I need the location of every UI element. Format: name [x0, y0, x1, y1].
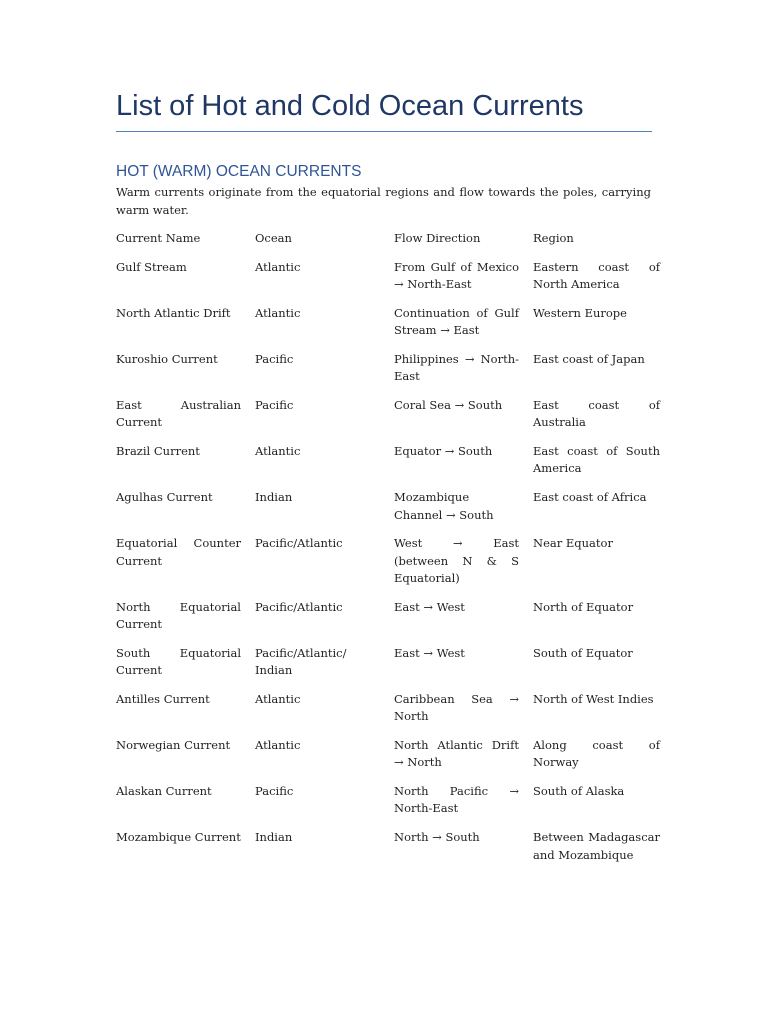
- cell-region: South of Equator: [533, 645, 633, 660]
- table-row: [116, 599, 660, 645]
- cell-region: Along coast of Norway: [533, 738, 660, 770]
- cell-ocean: Indian: [255, 830, 293, 845]
- cell-flow-direction: West → East (between N & S Equatorial): [394, 536, 519, 585]
- cell-region: North of Equator: [533, 599, 634, 614]
- table-row: [116, 489, 660, 535]
- table-row: [116, 397, 660, 443]
- cell-flow-direction: North → South: [394, 830, 480, 845]
- cell-region: Western Europe: [533, 305, 627, 320]
- table-row: [116, 351, 660, 397]
- cell-ocean: Indian: [255, 490, 293, 505]
- cell-current-name: East Australian Current: [116, 398, 241, 430]
- cell-region: North of West Indies: [533, 691, 654, 706]
- table-row: [116, 535, 660, 598]
- cell-ocean: Pacific/Atlantic: [255, 536, 343, 551]
- cell-flow-direction: Philippines → North-East: [394, 351, 519, 384]
- cell-current-name: South Equatorial Current: [116, 645, 241, 678]
- cell-ocean: Pacific: [255, 398, 294, 413]
- table-row: [116, 691, 660, 737]
- cell-flow-direction: North Pacific → North-East: [394, 784, 519, 816]
- cell-flow-direction: Mozambique Channel → South: [394, 490, 494, 522]
- cell-ocean: Pacific: [255, 351, 294, 366]
- cell-current-name: Norwegian Current: [116, 738, 231, 753]
- cell-flow-direction: Equator → South: [394, 444, 493, 459]
- cell-ocean: Atlantic: [255, 738, 301, 753]
- cell-region: East coast of Australia: [533, 398, 660, 430]
- cell-ocean: Pacific/Atlantic/ Indian: [255, 645, 347, 678]
- cell-flow-direction: Caribbean Sea → North: [394, 691, 519, 724]
- cell-ocean: Atlantic: [255, 444, 301, 459]
- table-row: [116, 645, 660, 691]
- cell-flow-direction: East → West: [394, 645, 465, 660]
- table-row: [116, 305, 660, 351]
- cell-flow-direction: From Gulf of Mexico → North-East: [394, 259, 519, 292]
- cell-flow-direction: Coral Sea → South: [394, 398, 503, 413]
- cell-flow-direction: Continuation of Gulf Stream → East: [394, 305, 519, 338]
- table-header-row: [116, 230, 660, 259]
- currents-table: [116, 230, 660, 875]
- cell-current-name: Kuroshio Current: [116, 351, 218, 366]
- header-ocean: Ocean: [255, 231, 292, 245]
- section-heading: HOT (WARM) OCEAN CURRENTS: [116, 163, 362, 180]
- table-row: [116, 783, 660, 829]
- cell-region: East coast of South America: [533, 444, 660, 476]
- cell-region: Near Equator: [533, 536, 613, 551]
- cell-region: East coast of Africa: [533, 490, 647, 505]
- cell-current-name: Gulf Stream: [116, 259, 187, 274]
- cell-current-name: Mozambique Current: [116, 830, 241, 845]
- cell-current-name: North Atlantic Drift: [116, 305, 231, 320]
- cell-current-name: Antilles Current: [116, 691, 210, 706]
- cell-current-name: Agulhas Current: [116, 490, 213, 505]
- cell-region: East coast of Japan: [533, 351, 645, 366]
- cell-current-name: North Equatorial Current: [116, 599, 241, 632]
- header-flow-direction: Flow Direction: [394, 231, 481, 245]
- cell-ocean: Atlantic: [255, 305, 301, 320]
- title-underline: [116, 131, 652, 132]
- header-region: Region: [533, 231, 574, 245]
- cell-current-name: Alaskan Current: [116, 784, 212, 799]
- cell-region: South of Alaska: [533, 784, 625, 799]
- table-row: [116, 259, 660, 305]
- cell-ocean: Atlantic: [255, 691, 301, 706]
- cell-flow-direction: East → West: [394, 599, 465, 614]
- cell-current-name: Brazil Current: [116, 444, 200, 459]
- cell-ocean: Pacific/Atlantic: [255, 599, 343, 614]
- cell-ocean: Atlantic: [255, 259, 301, 274]
- section-intro: Warm currents originate from the equatorial regions and flow towards the poles, carrying warm water.: [116, 185, 651, 217]
- table-row: [116, 443, 660, 489]
- cell-region: Eastern coast of North America: [533, 259, 660, 292]
- table-row: [116, 829, 660, 875]
- header-current-name: Current Name: [116, 231, 201, 245]
- cell-region: Between Madagascar and Mozambique: [533, 830, 660, 862]
- cell-flow-direction: North Atlantic Drift → North: [394, 738, 519, 770]
- document-title: List of Hot and Cold Ocean Currents: [116, 90, 584, 122]
- cell-ocean: Pacific: [255, 784, 294, 799]
- cell-current-name: Equatorial Counter Current: [116, 536, 241, 568]
- table-row: [116, 737, 660, 783]
